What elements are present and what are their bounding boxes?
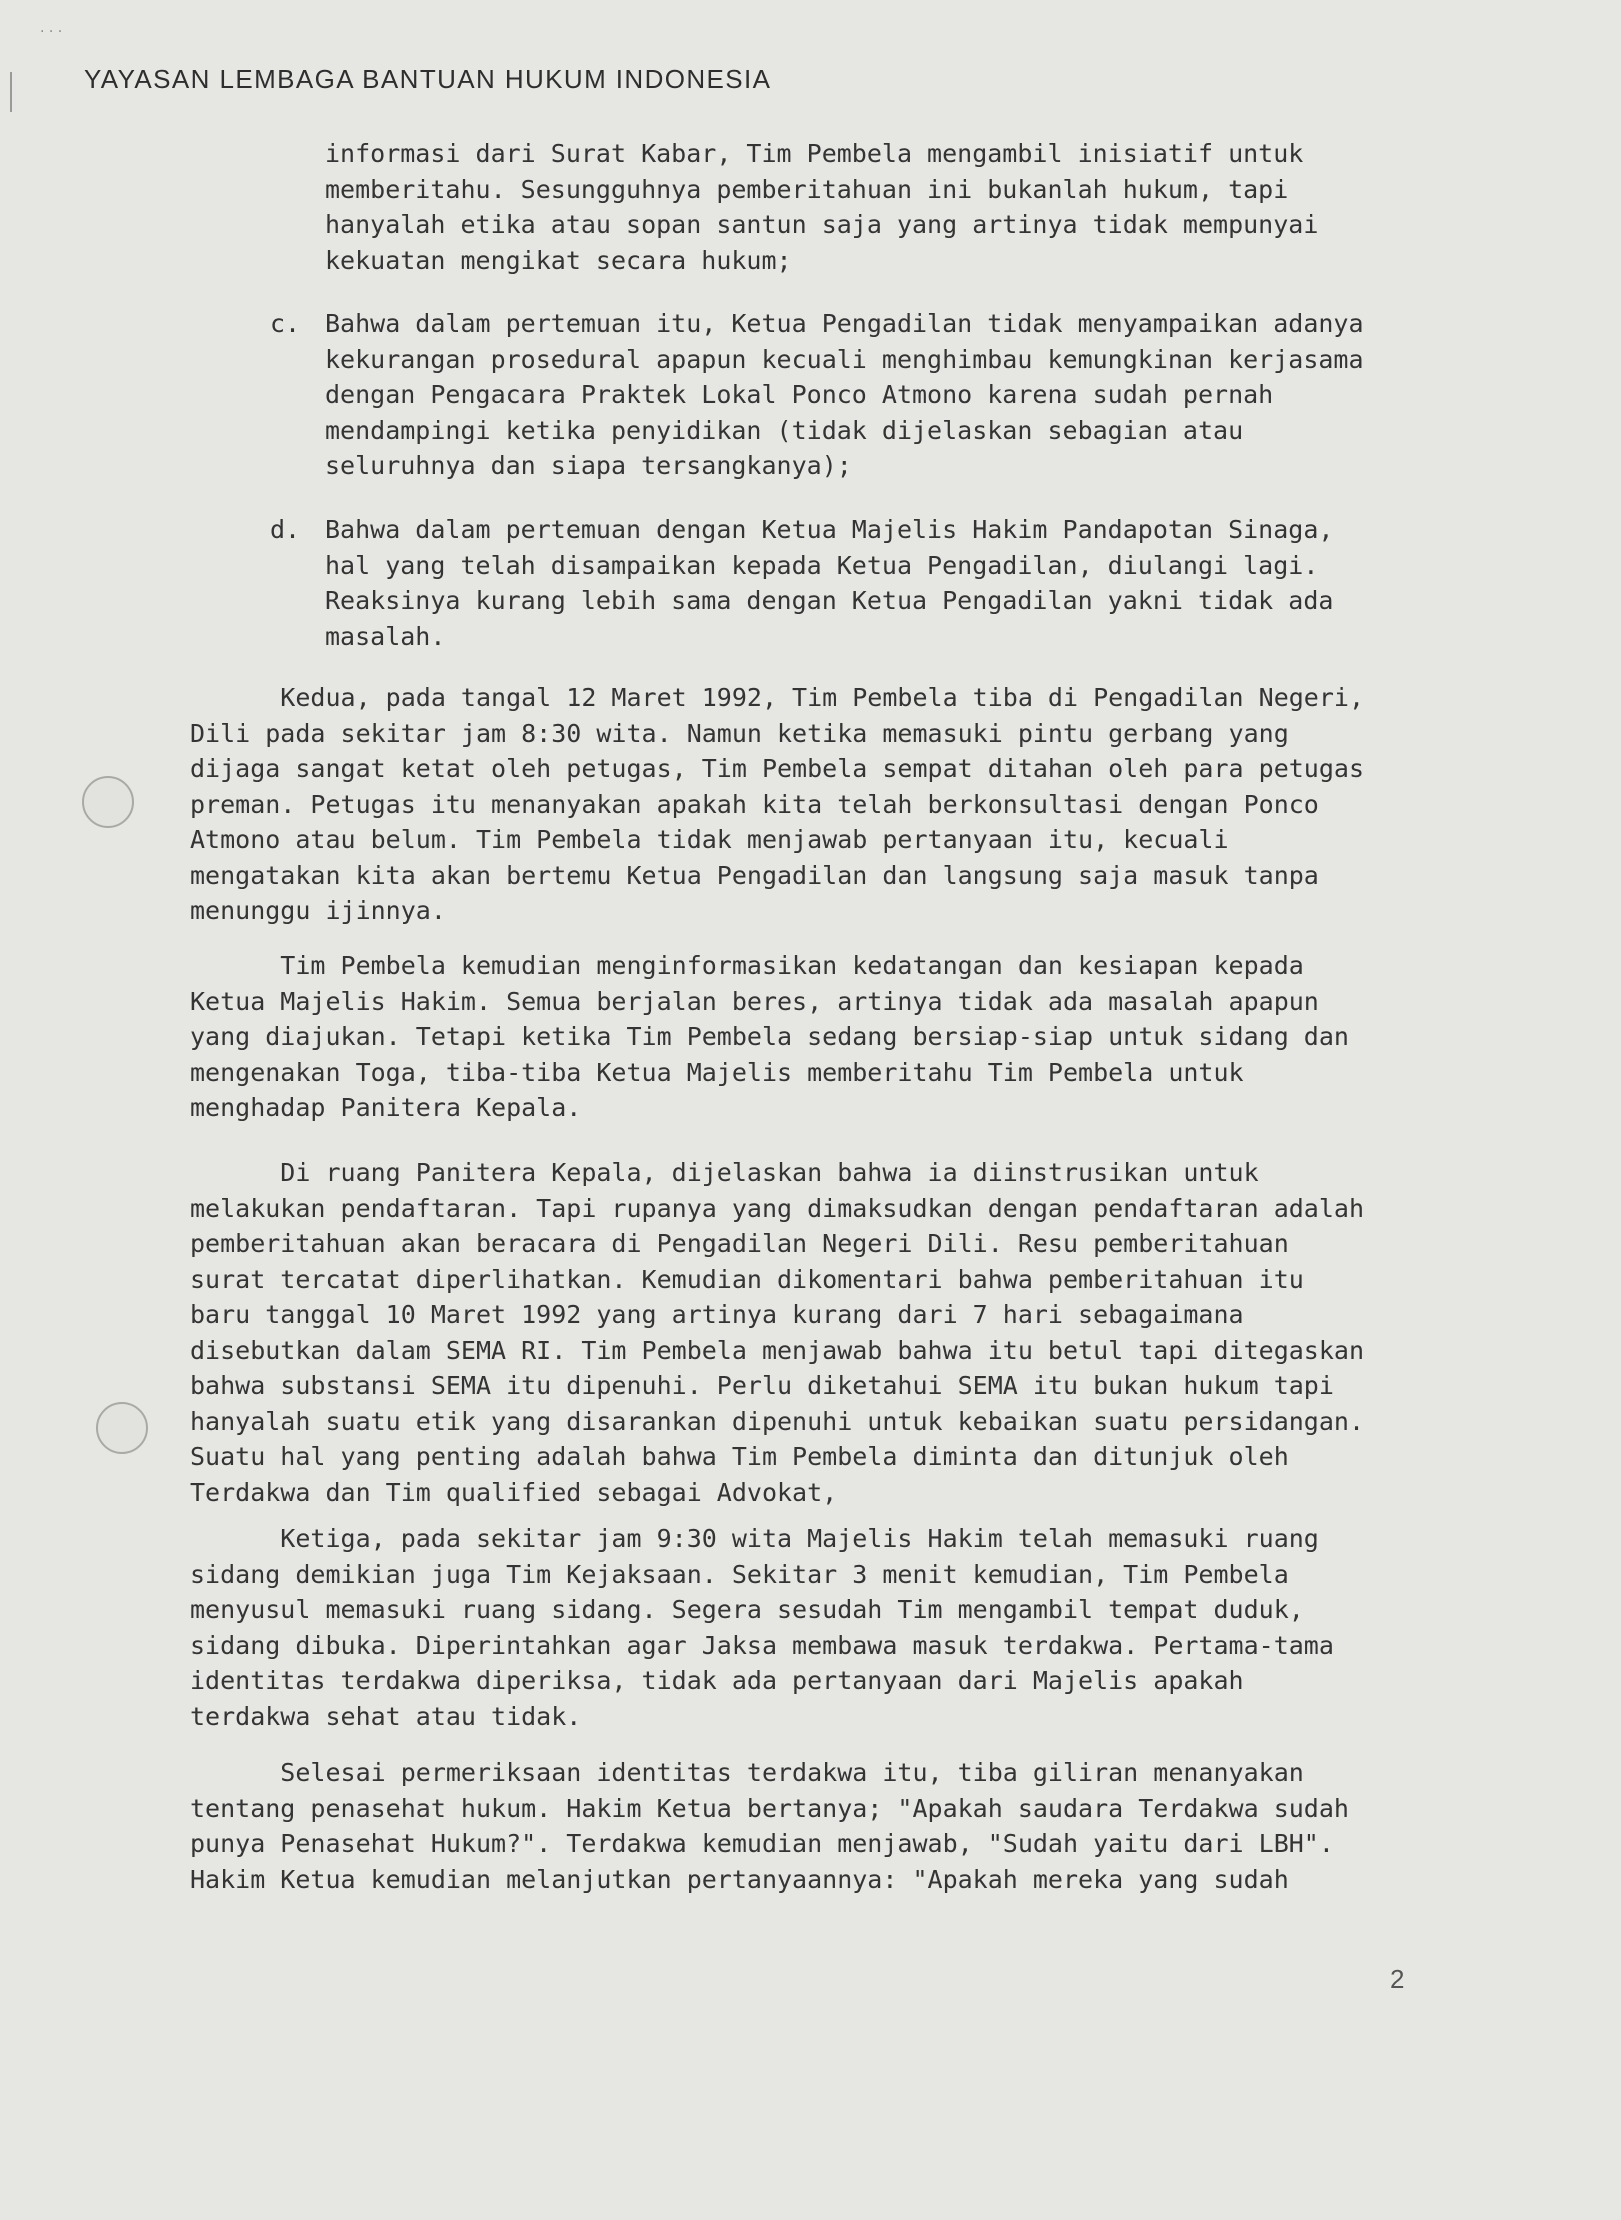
paragraph-selesai: Selesai permeriksaan identitas terdakwa itu, tiba giliran menanyakan tentang penasehat hukum. Hakim Ketua bertanya; "Apakah saudara Terdakwa sudah punya Penasehat Hukum?". Terdakwa kemudian menjawab, "Sudah yaitu dari LBH". Hakim Ketua kemudian melanjutkan pertanyaannya: "Apakah mereka yang sudah: [190, 1758, 1349, 1894]
scan-specks: · · ·: [40, 24, 63, 40]
letterhead: YAYASAN LEMBAGA BANTUAN HUKUM INDONESIA: [84, 64, 772, 94]
paragraph-tim-pembela: Tim Pembela kemudian menginformasikan kedatangan dan kesiapan kepada Ketua Majelis Hakim. Semua berjalan beres, artinya tidak ada masalah apapun yang diajukan. Tetapi ketika Tim Pembela sedang bersiap-siap untuk sidang dan mengenakan Toga, tiba-tiba Ketua Majelis memberitahu Tim Pembela untuk menghadap Panitera Kepala.: [190, 951, 1349, 1122]
paragraph-kedua: Kedua, pada tangal 12 Maret 1992, Tim Pembela tiba di Pengadilan Negeri, Dili pada sekitar jam 8:30 wita. Namun ketika memasuki pintu gerbang yang dijaga sangat ketat oleh petugas, Tim Pembela sempat ditahan oleh para petugas preman. Petugas itu menanyakan apakah kita telah berkonsultasi dengan Ponco Atmono atau belum. Tim Pembela tidak menjawab pertanyaan itu, kecuali mengatakan kita akan bertemu Ketua Pengadilan dan langsung saja masuk tanpa menunggu ijinnya.: [190, 683, 1364, 925]
continued-paragraph: informasi dari Surat Kabar, Tim Pembela mengambil inisiatif untuk memberitahu. Sesungguhnya pemberitahuan ini bukanlah hukum, tapi hanyalah etika atau sopan santun saja yang artinya tidak mempunyai kekuatan mengikat secara hukum;: [325, 139, 1319, 275]
paragraph-ruang-panitera: Di ruang Panitera Kepala, dijelaskan bahwa ia diinstrusikan untuk melakukan pendaftaran. Tapi rupanya yang dimaksudkan dengan pendaftaran adalah pemberitahuan akan beracara di Pengadilan Negeri Dili. Resu pemberitahuan surat tercatat diperlihatkan. Kemudian dikomentari bahwa pemberitahuan itu baru tanggal 10 Maret 1992 yang artinya kurang dari 7 hari sebagaimana disebutkan dalam SEMA RI. Tim Pembela menjawab bahwa itu betul tapi ditegaskan bahwa substansi SEMA itu dipenuhi. Perlu diketahui SEMA itu bukan hukum tapi hanyalah suatu etik yang disarankan dipenuhi untuk kebaikan suatu persidangan. Suatu hal yang penting adalah bahwa Tim Pembela diminta dan ditunjuk oleh Terdakwa dan Tim qualified sebagai Advokat,: [190, 1158, 1364, 1507]
list-item: [270, 512, 1334, 654]
list-item: [270, 306, 1364, 480]
scan-edge-mark: [10, 72, 12, 112]
list-item-text: Bahwa dalam pertemuan dengan Ketua Majelis Hakim Pandapotan Sinaga, hal yang telah disampaikan kepada Ketua Pengadilan, diulangi lagi. Reaksinya kurang lebih sama dengan Ketua Pengadilan yakni tidak ada masalah.: [325, 515, 1334, 651]
list-item-text: Bahwa dalam pertemuan itu, Ketua Pengadilan tidak menyampaikan adanya kekurangan prosedural apapun kecuali menghimbau kemungkinan kerjasama dengan Pengacara Praktek Lokal Ponco Atmono karena sudah pernah mendampingi ketika penyidikan (tidak dijelaskan sebagian atau seluruhnya dan siapa tersangkanya);: [325, 309, 1364, 480]
punch-hole: [96, 1402, 148, 1454]
paragraph-ketiga: Ketiga, pada sekitar jam 9:30 wita Majelis Hakim telah memasuki ruang sidang demikian juga Tim Kejaksaan. Sekitar 3 menit kemudian, Tim Pembela menyusul memasuki ruang sidang. Segera sesudah Tim mengambil tempat duduk, sidang dibuka. Diperintahkan agar Jaksa membawa masuk terdakwa. Pertama-tama identitas terdakwa diperiksa, tidak ada pertanyaan dari Majelis apakah terdakwa sehat atau tidak.: [190, 1524, 1334, 1731]
page-number: 2: [1390, 1964, 1405, 1994]
punch-hole: [82, 776, 134, 828]
list-marker: d.: [270, 515, 301, 544]
list-marker: c.: [270, 309, 301, 338]
